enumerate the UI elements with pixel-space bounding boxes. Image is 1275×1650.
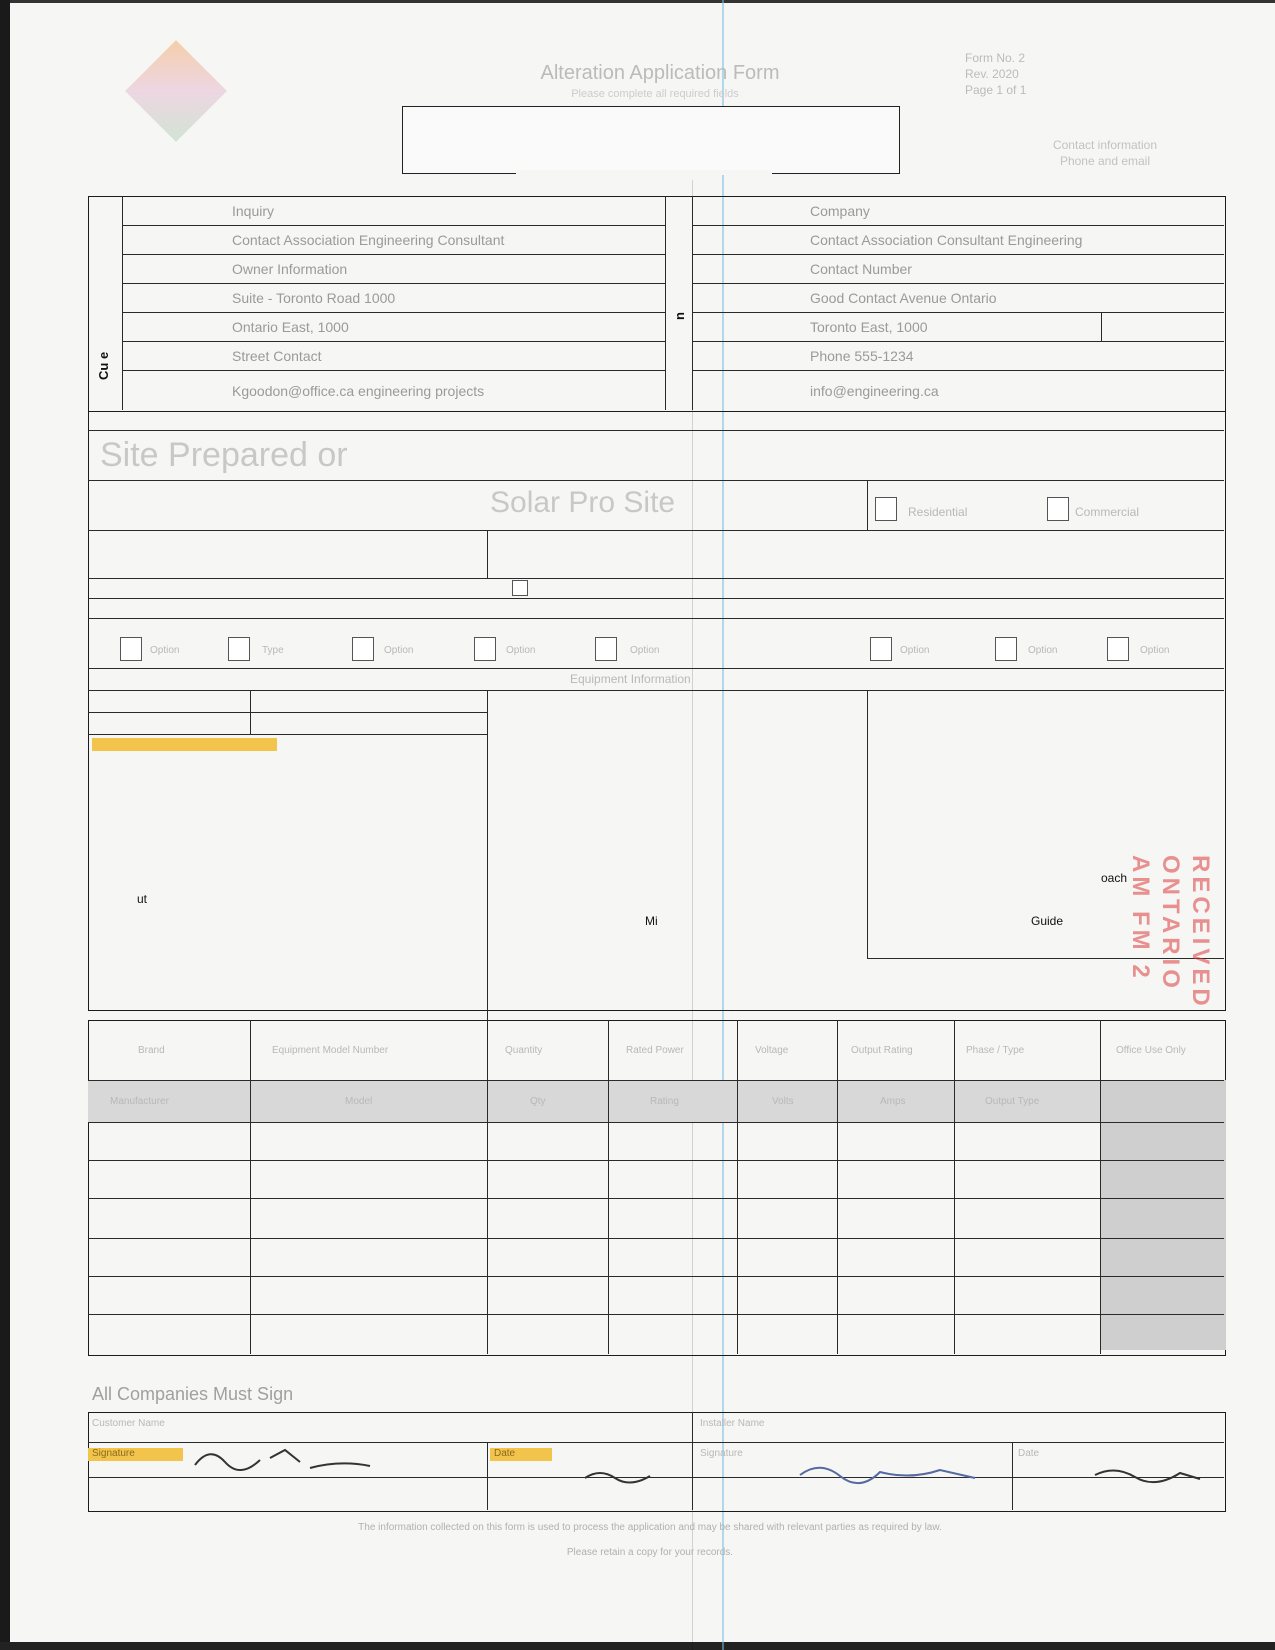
grid-row-line: [88, 690, 1224, 691]
customer-section-label: Cu e: [96, 351, 111, 380]
table-column-line: [737, 1020, 738, 1354]
column-header: Quantity: [505, 1045, 543, 1056]
installer-field: Contact Association Consultant Engineering: [810, 232, 1083, 248]
table-row-line: [88, 1122, 1224, 1123]
installer-field: Phone 555-1234: [810, 348, 914, 364]
form-reference: [965, 50, 1125, 98]
table-column-line: [608, 1020, 609, 1354]
table-row-line: [88, 1276, 1224, 1277]
date-signature: [1090, 1455, 1210, 1495]
contact-line: Phone and email: [1059, 154, 1151, 168]
table-row-line: [88, 1314, 1224, 1315]
grid-row-line: [122, 370, 665, 371]
column-subheader: Output Type: [985, 1096, 1040, 1107]
type-checkbox[interactable]: [1107, 637, 1129, 661]
column-subheader: Rating: [650, 1096, 679, 1107]
type-option-label: Type: [262, 645, 284, 656]
column-header: Brand: [138, 1045, 165, 1056]
table-column-line: [837, 1020, 838, 1354]
grid-row-line: [88, 598, 1224, 599]
option-checkbox[interactable]: [512, 580, 528, 596]
grid-row-line: [692, 225, 1224, 226]
installer-field: Company: [810, 203, 870, 219]
signature-section-title: All Companies Must Sign: [92, 1384, 294, 1404]
grid-divider: [122, 196, 123, 410]
customer-signature: [190, 1440, 390, 1480]
installer-name-label: Installer Name: [700, 1418, 765, 1429]
grid-row-line: [88, 480, 1224, 481]
table-column-line: [954, 1020, 955, 1354]
installer-date-label: Date: [1018, 1448, 1040, 1459]
column-header: Phase / Type: [966, 1045, 1025, 1056]
form-ref-line: Page 1 of 1: [965, 83, 1027, 97]
type-checkbox[interactable]: [870, 637, 892, 661]
table-column-line: [250, 1020, 251, 1354]
table-header-shade: [88, 1080, 1100, 1122]
grid-row-line: [88, 712, 487, 713]
office-use-column: [1100, 1080, 1226, 1350]
project-title: Site Prepared or: [100, 436, 348, 474]
text-fragment: ut: [137, 892, 148, 906]
column-subheader: Amps: [880, 1096, 906, 1107]
grid-divider: [487, 690, 488, 1020]
table-row-line: [88, 1160, 1224, 1161]
type-option-label: Option: [1140, 645, 1170, 656]
grid-row-line: [122, 283, 665, 284]
grid-row-line: [692, 312, 1224, 313]
customer-name-label: Customer Name: [92, 1418, 165, 1429]
column-header: Office Use Only: [1116, 1045, 1186, 1056]
grid-divider: [867, 690, 868, 958]
text-fragment: oach: [1101, 871, 1128, 885]
grid-divider: [867, 480, 868, 530]
grid-row-line: [692, 341, 1224, 342]
title-box-gap: [516, 170, 772, 175]
received-stamp: [1005, 855, 1215, 1015]
type-option-label: Option: [1028, 645, 1058, 656]
customer-field: Contact Association Engineering Consultant: [232, 232, 505, 248]
commercial-checkbox[interactable]: [1047, 497, 1069, 521]
grid-row-line: [88, 618, 1224, 619]
table-column-line: [1100, 1020, 1101, 1354]
grid-divider: [487, 1442, 488, 1510]
installer-field: Toronto East, 1000: [810, 319, 928, 335]
customer-date-scribble: [580, 1460, 660, 1490]
column-subheader: Qty: [530, 1096, 546, 1107]
type-checkbox[interactable]: [120, 637, 142, 661]
grid-row-line: [692, 254, 1224, 255]
grid-row-line: [88, 530, 1224, 531]
grid-divider: [1012, 1442, 1013, 1510]
customer-field: Street Contact: [232, 348, 322, 364]
table-row-line: [88, 1198, 1224, 1199]
type-checkbox[interactable]: [995, 637, 1017, 661]
type-option-label: Option: [900, 645, 930, 656]
customer-field: Kgoodon@office.ca engineering projects: [232, 383, 485, 399]
contact-info: [990, 137, 1220, 169]
type-checkbox[interactable]: [474, 637, 496, 661]
grid-divider: [692, 1412, 693, 1510]
column-subheader: Model: [345, 1096, 373, 1107]
residential-checkbox[interactable]: [875, 497, 897, 521]
type-checkbox[interactable]: [228, 637, 250, 661]
grid-row-line: [88, 734, 487, 735]
footer-note: The information collected on this form is used to process the application and may be shared with relevant parties as required by law.: [358, 1522, 942, 1533]
column-header: Output Rating: [851, 1045, 913, 1056]
project-center-label: Solar Pro Site: [490, 486, 676, 519]
grid-divider: [692, 196, 693, 410]
stamp-line: RECEIVED: [1187, 855, 1214, 1010]
form-ref-line: Form No. 2: [965, 51, 1026, 65]
form-ref-line: Rev. 2020: [965, 67, 1019, 81]
scan-edge-bottom: [0, 1642, 1275, 1650]
company-logo: [125, 40, 227, 142]
residential-label: Residential: [908, 505, 968, 519]
column-subheader: Volts: [772, 1096, 794, 1107]
type-checkbox[interactable]: [595, 637, 617, 661]
grid-divider: [1101, 312, 1102, 341]
grid-row-line: [88, 578, 1224, 579]
scan-edge-left: [0, 0, 10, 1650]
grid-row-line: [692, 370, 1224, 371]
contact-line: Contact information: [1052, 138, 1158, 152]
column-header: Equipment Model Number: [272, 1045, 389, 1056]
grid-row-line: [122, 254, 665, 255]
grid-row-line: [692, 283, 1224, 284]
scan-edge-top: [0, 0, 1275, 3]
type-option-label: Option: [630, 645, 660, 656]
grid-row-line: [88, 668, 1224, 669]
table-row-line: [88, 1080, 1224, 1081]
customer-field: Owner Information: [232, 261, 348, 277]
application-number-box: [402, 106, 900, 174]
customer-field: Inquiry: [232, 203, 275, 219]
grid-divider: [665, 196, 666, 410]
installer-signature: [790, 1450, 990, 1490]
column-header: Voltage: [755, 1045, 789, 1056]
grid-row-line: [122, 225, 665, 226]
equipment-table: [88, 1020, 1226, 1356]
commercial-label: Commercial: [1075, 505, 1140, 519]
text-fragment: Mi: [645, 914, 658, 928]
text-fragment: Guide: [1031, 914, 1064, 928]
grid-row-line: [88, 430, 1224, 431]
installer-field: Good Contact Avenue Ontario: [810, 290, 997, 306]
table-row-line: [88, 1238, 1224, 1239]
grid-row-line: [122, 341, 665, 342]
column-header: Rated Power: [626, 1045, 684, 1056]
grid-divider: [487, 530, 488, 578]
footer-note: Please retain a copy for your records.: [566, 1547, 734, 1558]
type-option-label: Option: [384, 645, 414, 656]
customer-date-label: Date: [494, 1448, 516, 1459]
grid-row-line: [122, 312, 665, 313]
table-column-line: [487, 1020, 488, 1354]
form-title: Alteration Application Form: [540, 62, 780, 84]
column-subheader: Manufacturer: [110, 1096, 169, 1107]
customer-field: Ontario East, 1000: [232, 319, 349, 335]
customer-field: Suite - Toronto Road 1000: [232, 290, 396, 306]
installer-field: Contact Number: [810, 261, 912, 277]
stamp-line: AM FM 2: [1127, 855, 1154, 982]
stamp-line: ONTARIO: [1157, 855, 1184, 992]
equipment-header: Equipment Information: [570, 672, 691, 686]
type-checkbox[interactable]: [352, 637, 374, 661]
highlight-mark: [92, 738, 277, 751]
installer-signature-label: Signature: [700, 1448, 743, 1459]
type-option-label: Option: [150, 645, 180, 656]
type-option-label: Option: [506, 645, 536, 656]
form-subtitle: Please complete all required fields: [571, 88, 739, 100]
installer-section-label: n: [672, 312, 687, 320]
installer-field: info@engineering.ca: [810, 383, 939, 399]
customer-signature-label: Signature: [92, 1448, 135, 1459]
